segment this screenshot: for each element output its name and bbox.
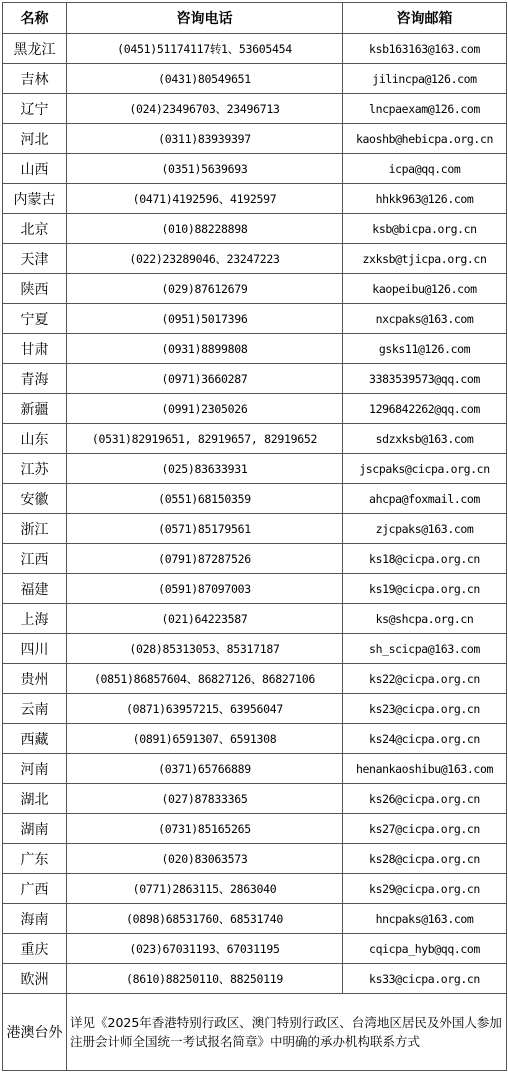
header-email: 咨询邮箱 (343, 3, 507, 34)
phone-number: (024)23496703、23496713 (67, 94, 343, 124)
email-address: ks@shcpa.org.cn (343, 604, 507, 634)
footer-note: 详见《2025年香港特别行政区、澳门特别行政区、台湾地区居民及外国人参加注册会计师全国统一考试报名简章》中明确的承办机构联系方式 (67, 994, 507, 1071)
region-name: 福建 (3, 574, 67, 604)
phone-number: (0851)86857604、86827126、86827106 (67, 664, 343, 694)
phone-number: (025)83633931 (67, 454, 343, 484)
phone-number: (010)88228898 (67, 214, 343, 244)
region-name: 宁夏 (3, 304, 67, 334)
header-name: 名称 (3, 3, 67, 34)
table-row (3, 244, 507, 274)
table-row (3, 274, 507, 304)
phone-number: (0991)2305026 (67, 394, 343, 424)
email-address: kaoshb@hebicpa.org.cn (343, 124, 507, 154)
phone-number: (0591)87097003 (67, 574, 343, 604)
region-name: 江西 (3, 544, 67, 574)
table-row (3, 124, 507, 154)
table-row (3, 904, 507, 934)
region-name: 欧洲 (3, 964, 67, 994)
email-address: kaopeibu@126.com (343, 274, 507, 304)
region-name: 广西 (3, 874, 67, 904)
table-row (3, 304, 507, 334)
table-row (3, 484, 507, 514)
region-name: 北京 (3, 214, 67, 244)
email-address: hncpaks@163.com (343, 904, 507, 934)
table-row (3, 334, 507, 364)
table-row (3, 544, 507, 574)
region-name: 天津 (3, 244, 67, 274)
email-address: 1296842262@qq.com (343, 394, 507, 424)
phone-number: (0891)6591307、6591308 (67, 724, 343, 754)
email-address: ks27@cicpa.org.cn (343, 814, 507, 844)
phone-number: (0531)82919651, 82919657, 82919652 (67, 424, 343, 454)
table-row (3, 964, 507, 994)
email-address: ks18@cicpa.org.cn (343, 544, 507, 574)
region-name: 山西 (3, 154, 67, 184)
table-row (3, 154, 507, 184)
email-address: ks23@cicpa.org.cn (343, 694, 507, 724)
table-row (3, 574, 507, 604)
email-address: gsks11@126.com (343, 334, 507, 364)
region-name: 河北 (3, 124, 67, 154)
email-address: jscpaks@cicpa.org.cn (343, 454, 507, 484)
phone-number: (8610)88250110、88250119 (67, 964, 343, 994)
table-row (3, 94, 507, 124)
region-name: 内蒙古 (3, 184, 67, 214)
region-name: 吉林 (3, 64, 67, 94)
region-name: 青海 (3, 364, 67, 394)
phone-number: (0791)87287526 (67, 544, 343, 574)
table-row (3, 874, 507, 904)
email-address: ks24@cicpa.org.cn (343, 724, 507, 754)
phone-number: (0771)2863115、2863040 (67, 874, 343, 904)
table-row (3, 394, 507, 424)
table-row (3, 844, 507, 874)
email-address: ks28@cicpa.org.cn (343, 844, 507, 874)
header-row (3, 3, 507, 34)
phone-number: (023)67031193、67031195 (67, 934, 343, 964)
phone-number: (0431)80549651 (67, 64, 343, 94)
table-row (3, 364, 507, 394)
phone-number: (029)87612679 (67, 274, 343, 304)
email-address: icpa@qq.com (343, 154, 507, 184)
email-address: ks19@cicpa.org.cn (343, 574, 507, 604)
table-row (3, 184, 507, 214)
region-name: 湖北 (3, 784, 67, 814)
region-name: 贵州 (3, 664, 67, 694)
table-row (3, 814, 507, 844)
table-row (3, 724, 507, 754)
phone-number: (0871)63957215、63956047 (67, 694, 343, 724)
email-address: ks33@cicpa.org.cn (343, 964, 507, 994)
email-address: lncpaexam@126.com (343, 94, 507, 124)
table-row (3, 694, 507, 724)
region-name: 海南 (3, 904, 67, 934)
phone-number: (0451)51174117转1、53605454 (67, 34, 343, 64)
contact-table (2, 2, 507, 1071)
table-row (3, 604, 507, 634)
region-name: 上海 (3, 604, 67, 634)
region-name: 广东 (3, 844, 67, 874)
table-row (3, 784, 507, 814)
phone-number: (027)87833365 (67, 784, 343, 814)
email-address: ks29@cicpa.org.cn (343, 874, 507, 904)
table-row (3, 934, 507, 964)
email-address: ks26@cicpa.org.cn (343, 784, 507, 814)
phone-number: (020)83063573 (67, 844, 343, 874)
email-address: ahcpa@foxmail.com (343, 484, 507, 514)
region-name: 四川 (3, 634, 67, 664)
region-name: 河南 (3, 754, 67, 784)
email-address: 3383539573@qq.com (343, 364, 507, 394)
table-row (3, 34, 507, 64)
region-name: 湖南 (3, 814, 67, 844)
table-row (3, 754, 507, 784)
region-name: 安徽 (3, 484, 67, 514)
table-row (3, 64, 507, 94)
region-name: 浙江 (3, 514, 67, 544)
table-row (3, 664, 507, 694)
email-address: sdzxksb@163.com (343, 424, 507, 454)
phone-number: (0471)4192596、4192597 (67, 184, 343, 214)
phone-number: (0971)3660287 (67, 364, 343, 394)
email-address: henankaoshibu@163.com (343, 754, 507, 784)
region-name: 重庆 (3, 934, 67, 964)
email-address: cqicpa_hyb@qq.com (343, 934, 507, 964)
phone-number: (022)23289046、23247223 (67, 244, 343, 274)
phone-number: (021)64223587 (67, 604, 343, 634)
region-name: 黑龙江 (3, 34, 67, 64)
phone-number: (0351)5639693 (67, 154, 343, 184)
footer-row (3, 994, 507, 1071)
footer-region-name: 港澳台外 (3, 994, 67, 1071)
email-address: hhkk963@126.com (343, 184, 507, 214)
phone-number: (028)85313053、85317187 (67, 634, 343, 664)
phone-number: (0731)85165265 (67, 814, 343, 844)
region-name: 新疆 (3, 394, 67, 424)
phone-number: (0311)83939397 (67, 124, 343, 154)
email-address: ksb163163@163.com (343, 34, 507, 64)
region-name: 山东 (3, 424, 67, 454)
table-row (3, 514, 507, 544)
table-row (3, 454, 507, 484)
email-address: ks22@cicpa.org.cn (343, 664, 507, 694)
table-row (3, 424, 507, 454)
phone-number: (0371)65766889 (67, 754, 343, 784)
phone-number: (0551)68150359 (67, 484, 343, 514)
region-name: 陕西 (3, 274, 67, 304)
region-name: 甘肃 (3, 334, 67, 364)
region-name: 西藏 (3, 724, 67, 754)
email-address: ksb@bicpa.org.cn (343, 214, 507, 244)
table-body (3, 34, 507, 994)
phone-number: (0931)8899808 (67, 334, 343, 364)
email-address: nxcpaks@163.com (343, 304, 507, 334)
region-name: 辽宁 (3, 94, 67, 124)
phone-number: (0898)68531760、68531740 (67, 904, 343, 934)
phone-number: (0951)5017396 (67, 304, 343, 334)
header-phone: 咨询电话 (67, 3, 343, 34)
email-address: jilincpa@126.com (343, 64, 507, 94)
email-address: zjcpaks@163.com (343, 514, 507, 544)
email-address: zxksb@tjicpa.org.cn (343, 244, 507, 274)
region-name: 云南 (3, 694, 67, 724)
phone-number: (0571)85179561 (67, 514, 343, 544)
email-address: sh_scicpa@163.com (343, 634, 507, 664)
region-name: 江苏 (3, 454, 67, 484)
table-row (3, 214, 507, 244)
table-row (3, 634, 507, 664)
